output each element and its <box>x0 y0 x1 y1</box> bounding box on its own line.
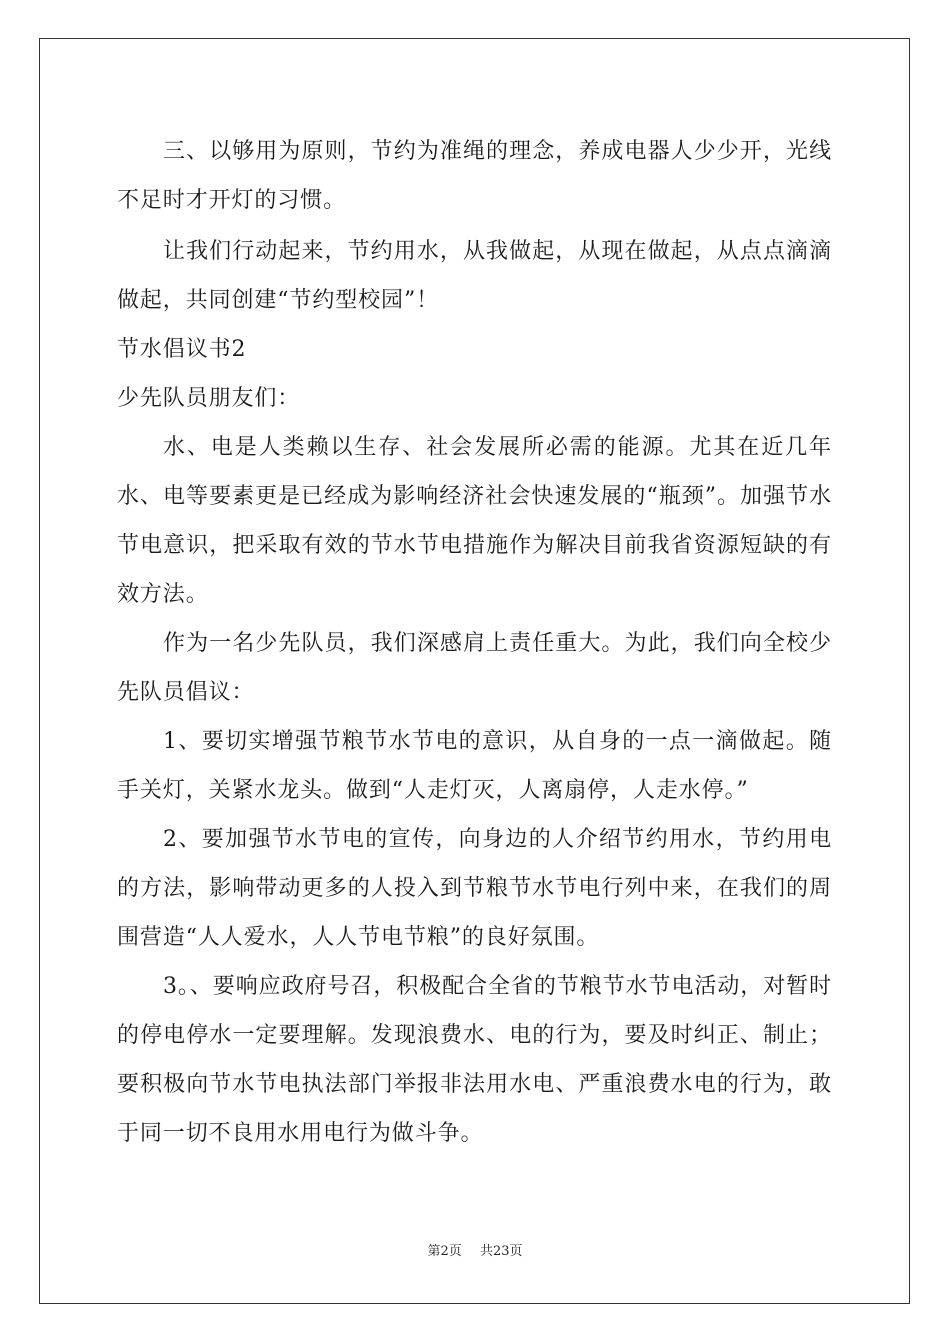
paragraph-principle: 三、以够用为原则，节约为准绳的理念，养成电器人少少开，光线不足时才开灯的习惯。 <box>117 139 832 213</box>
total-pages: 共23页 <box>479 1244 523 1259</box>
document-title-2: 节水倡议书2 <box>117 337 247 362</box>
paragraph-energy-importance: 水、电是人类赖以生存、社会发展所必需的能源。尤其在近几年水、电等要素更是已经成为影响经济社会快速发展的“瓶颈”。加强节水节电意识，把采取有效的节水节电措施作为解决目前我省资源短缺的有效方法。 <box>117 435 832 607</box>
paragraph-call-to-action: 让我们行动起来，节约用水，从我做起，从现在做起，从点点滴滴做起，共同创建“节约型校园”！ <box>117 239 832 313</box>
paragraph-item-1: 1、要切实增强节粮节水节电的意识，从自身的一点一滴做起。随手关灯，关紧水龙头。做到“人走灯灭，人离扇停，人走水停。” <box>117 729 832 803</box>
page-footer <box>0 1240 950 1259</box>
salutation: 少先队员朋友们： <box>117 386 301 411</box>
paragraph-item-2: 2、要加强节水节电的宣传，向身边的人介绍节约用水，节约用电的方法，影响带动更多的人投入到节粮节水节电行列中来，在我们的周围营造“人人爱水，人人节电节粮”的良好氛围。 <box>117 827 832 950</box>
paragraph-responsibility: 作为一名少先队员，我们深感肩上责任重大。为此，我们向全校少先队员倡议： <box>117 631 832 705</box>
document-body <box>117 127 832 1158</box>
page-number: 第2页 <box>427 1244 462 1259</box>
paragraph-item-3: 3。、要响应政府号召，积极配合全省的节粮节水节电活动，对暂时的停电停水一定要理解。发现浪费水、电的行为，要及时纠正、制止；要积极向节水节电执法部门举报非法用水电、严重浪费水电的行为，敢于同一切不良用水用电行为做斗争。 <box>117 974 832 1146</box>
